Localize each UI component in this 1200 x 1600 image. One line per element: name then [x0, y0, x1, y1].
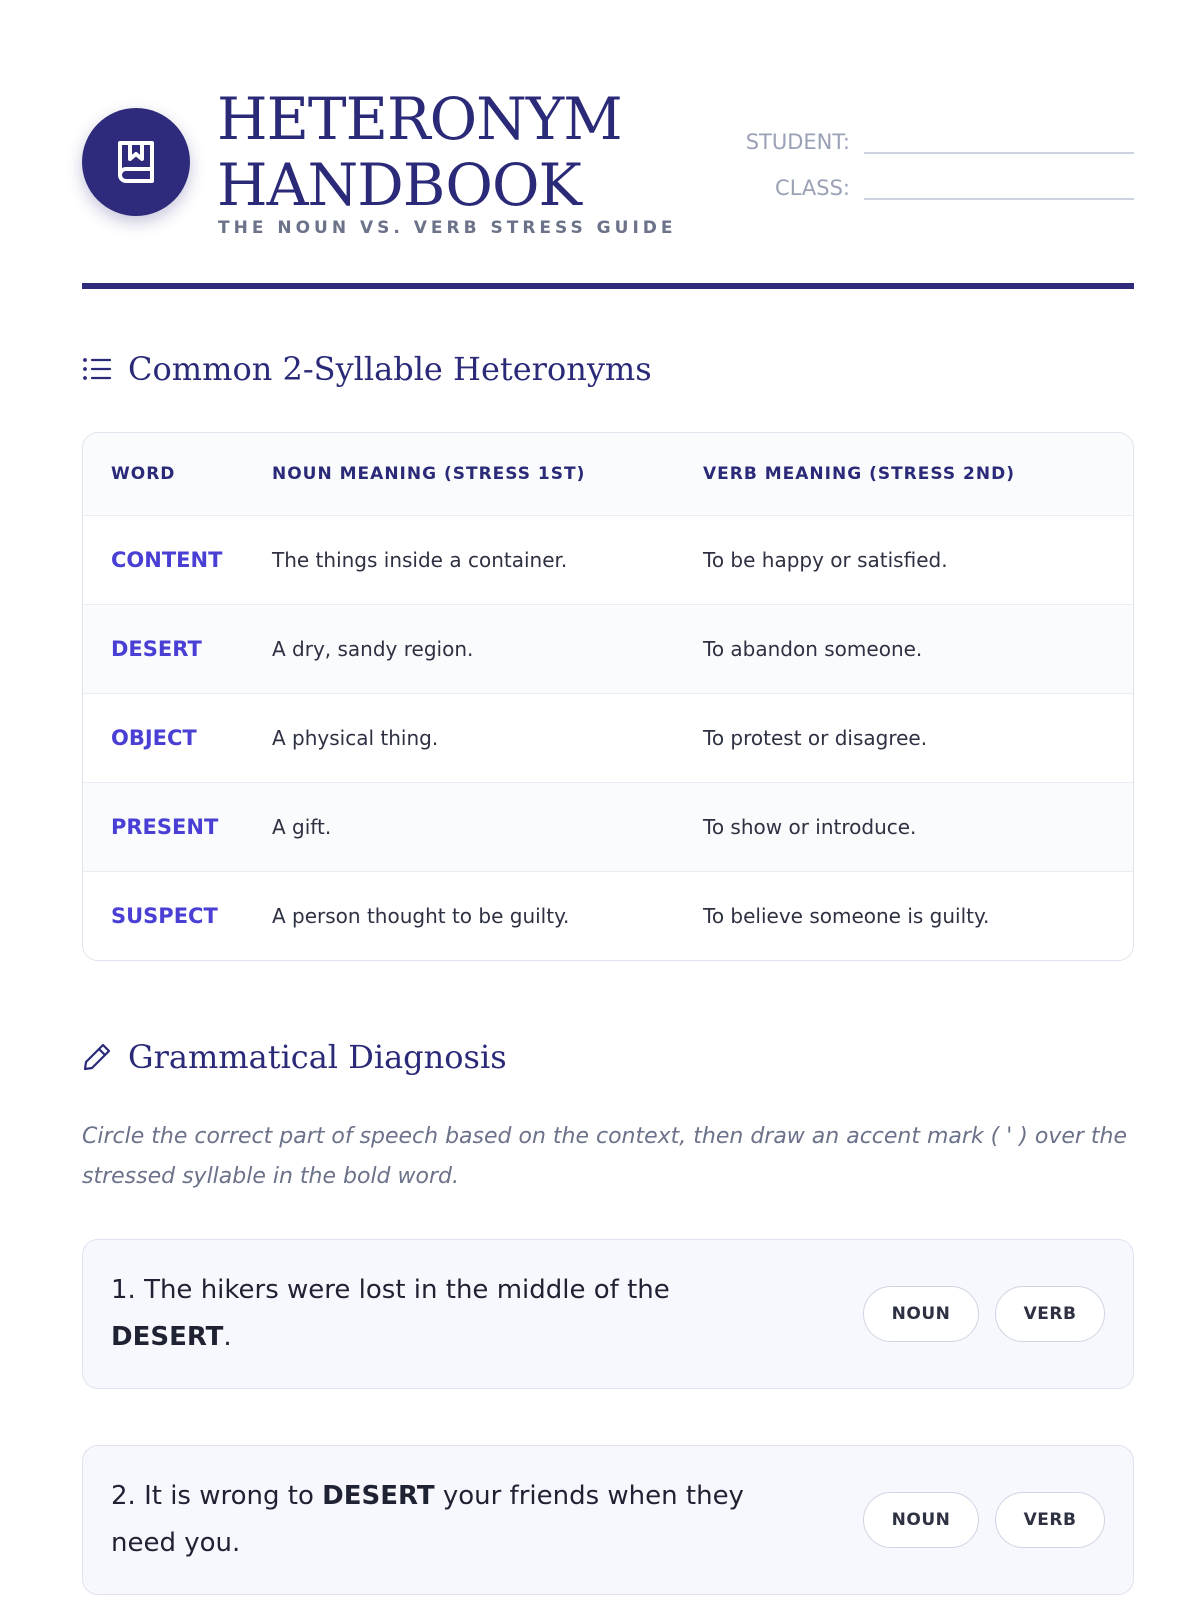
diagnosis-section-title [82, 1038, 507, 1076]
heteronyms-section-title [82, 350, 652, 388]
column-header-word: WORD [111, 464, 176, 484]
page-title [217, 86, 622, 218]
answer-options [863, 1286, 1105, 1342]
question-text-start: 2. It is wrong to [111, 1481, 323, 1511]
column-header-verb: VERB MEANING (STRESS 2ND) [703, 464, 1015, 484]
section-title-text: Common 2-Syllable Heteronyms [128, 350, 652, 388]
student-label: STUDENT: [745, 130, 850, 154]
table-row [83, 604, 1133, 693]
noun-option-button[interactable]: NOUN [863, 1286, 979, 1342]
row-noun-meaning: The things inside a container. [272, 548, 568, 572]
question-text-start: 1. The hikers were lost in the middle of the [111, 1275, 670, 1305]
header-divider [82, 283, 1134, 289]
row-verb-meaning: To protest or disagree. [703, 726, 928, 750]
question-text-end: your friends when they need you. [111, 1481, 744, 1558]
question-text [111, 1267, 791, 1361]
column-header-noun: NOUN MEANING (STRESS 1ST) [272, 464, 586, 484]
row-verb-meaning: To show or introduce. [703, 815, 917, 839]
row-noun-meaning: A dry, sandy region. [272, 637, 474, 661]
class-name-line[interactable] [864, 168, 1134, 200]
table-row [83, 693, 1133, 782]
diagnosis-instructions: Circle the correct part of speech based on the context, then draw an accent mark ( ' ) over the stressed syllable in the bold word. [82, 1124, 1128, 1189]
worksheet-page [82, 0, 1134, 1558]
student-info-fields [734, 118, 1134, 210]
table-row [83, 871, 1133, 960]
verb-option-button[interactable]: VERB [995, 1286, 1105, 1342]
question-bold-word: DESERT [111, 1322, 224, 1352]
question-text [111, 1473, 791, 1567]
row-verb-meaning: To abandon someone. [703, 637, 923, 661]
title-line-1: HETERONYM [217, 85, 622, 153]
row-word: SUSPECT [111, 904, 218, 928]
noun-option-button[interactable]: NOUN [863, 1492, 979, 1548]
row-noun-meaning: A gift. [272, 815, 332, 839]
row-word: DESERT [111, 637, 202, 661]
title-line-2: HANDBOOK [217, 151, 581, 219]
row-noun-meaning: A person thought to be guilty. [272, 904, 570, 928]
table-row [83, 782, 1133, 871]
table-header-row [83, 433, 1133, 515]
section-title-text: Grammatical Diagnosis [128, 1038, 507, 1076]
list-icon [82, 353, 114, 385]
page-subtitle: THE NOUN VS. VERB STRESS GUIDE [218, 218, 677, 238]
class-field-row [734, 164, 1134, 200]
row-word: OBJECT [111, 726, 197, 750]
class-label: CLASS: [775, 176, 850, 200]
student-field-row [734, 118, 1134, 154]
pencil-icon [82, 1041, 114, 1073]
row-verb-meaning: To be happy or satisfied. [703, 548, 948, 572]
book-bookmark-icon [82, 108, 190, 216]
answer-options [863, 1492, 1105, 1548]
worksheet-header [82, 0, 1134, 290]
student-name-line[interactable] [864, 122, 1134, 154]
row-noun-meaning: A physical thing. [272, 726, 439, 750]
row-word: CONTENT [111, 548, 223, 572]
question-text-end: . [223, 1322, 232, 1352]
heteronyms-table [82, 432, 1134, 961]
question-card [82, 1239, 1134, 1389]
table-row [83, 515, 1133, 604]
row-word: PRESENT [111, 815, 219, 839]
question-card [82, 1445, 1134, 1595]
question-bold-word: DESERT [322, 1481, 435, 1511]
row-verb-meaning: To believe someone is guilty. [703, 904, 990, 928]
verb-option-button[interactable]: VERB [995, 1492, 1105, 1548]
